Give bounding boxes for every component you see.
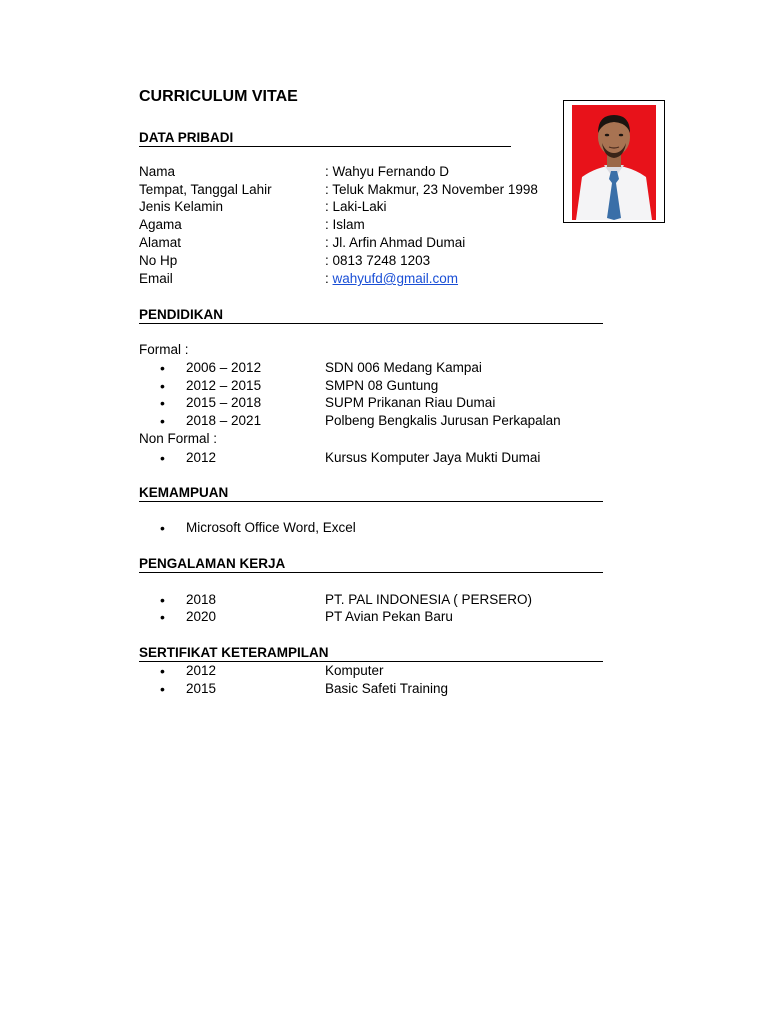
bullet-icon: •: [160, 413, 165, 429]
list-item: [0, 680, 768, 698]
education-school: Kursus Komputer Jaya Mukti Dumai: [325, 450, 541, 465]
personal-label: Jenis Kelamin: [139, 199, 224, 214]
list-item: [0, 519, 768, 537]
bullet-icon: •: [160, 360, 165, 376]
bullet-icon: •: [160, 450, 165, 466]
experience-year: 2018: [186, 592, 217, 607]
certificate-year: 2012: [186, 663, 217, 678]
list-item: [0, 377, 768, 395]
bullet-icon: •: [160, 378, 165, 394]
section-heading-skills: KEMAMPUAN: [139, 484, 603, 502]
education-years: 2015 – 2018: [186, 395, 262, 410]
personal-value: : Jl. Arfin Ahmad Dumai: [325, 235, 466, 250]
bullet-icon: •: [160, 520, 165, 536]
personal-value: : Teluk Makmur, 23 November 1998: [325, 182, 538, 197]
personal-label: Alamat: [139, 235, 182, 250]
list-item: [0, 662, 768, 680]
experience-company: PT Avian Pekan Baru: [325, 609, 453, 624]
certificate-name: Basic Safeti Training: [325, 681, 449, 696]
personal-value: : 0813 7248 1203: [325, 253, 431, 268]
personal-value: : Wahyu Fernando D: [325, 164, 450, 179]
section-heading-personal: DATA PRIBADI: [139, 129, 511, 147]
person-photo-icon: [572, 105, 656, 220]
list-item: [0, 608, 768, 626]
section-heading-education: PENDIDIKAN: [139, 306, 603, 324]
photo-frame: [563, 100, 665, 223]
email-label: Email: [139, 271, 173, 286]
personal-value: : Laki-Laki: [325, 199, 387, 214]
personal-label: No Hp: [139, 253, 178, 268]
education-years: 2012: [186, 450, 217, 465]
formal-label: Formal :: [139, 342, 189, 357]
education-years: 2012 – 2015: [186, 378, 262, 393]
education-years: 2006 – 2012: [186, 360, 262, 375]
certificate-name: Komputer: [325, 663, 384, 678]
education-school: SDN 006 Medang Kampai: [325, 360, 482, 375]
skill-item: Microsoft Office Word, Excel: [186, 520, 356, 535]
bullet-icon: •: [160, 395, 165, 411]
list-item: [0, 449, 768, 467]
experience-year: 2020: [186, 609, 217, 624]
list-item: [0, 591, 768, 609]
section-heading-experience: PENGALAMAN KERJA: [139, 555, 603, 573]
page-title: CURRICULUM VITAE: [139, 88, 298, 105]
nonformal-label: Non Formal :: [139, 431, 218, 446]
bullet-icon: •: [160, 592, 165, 608]
personal-label: Nama: [139, 164, 176, 179]
education-years: 2018 – 2021: [186, 413, 262, 428]
email-prefix: :: [325, 271, 333, 286]
email-value: [325, 270, 458, 288]
education-school: SUPM Prikanan Riau Dumai: [325, 395, 496, 410]
email-link[interactable]: wahyufd@gmail.com: [332, 271, 459, 286]
personal-label: Tempat, Tanggal Lahir: [139, 182, 272, 197]
education-school: Polbeng Bengkalis Jurusan Perkapalan: [325, 413, 561, 428]
list-item: [0, 359, 768, 377]
list-item: [0, 394, 768, 412]
personal-label: Agama: [139, 217, 182, 232]
experience-company: PT. PAL INDONESIA ( PERSERO): [325, 592, 533, 607]
section-heading-certificates: SERTIFIKAT KETERAMPILAN: [139, 644, 603, 662]
bullet-icon: •: [160, 609, 165, 625]
bullet-icon: •: [160, 663, 165, 679]
education-school: SMPN 08 Guntung: [325, 378, 439, 393]
list-item: [0, 412, 768, 430]
bullet-icon: •: [160, 681, 165, 697]
personal-value: : Islam: [325, 217, 365, 232]
certificate-year: 2015: [186, 681, 217, 696]
